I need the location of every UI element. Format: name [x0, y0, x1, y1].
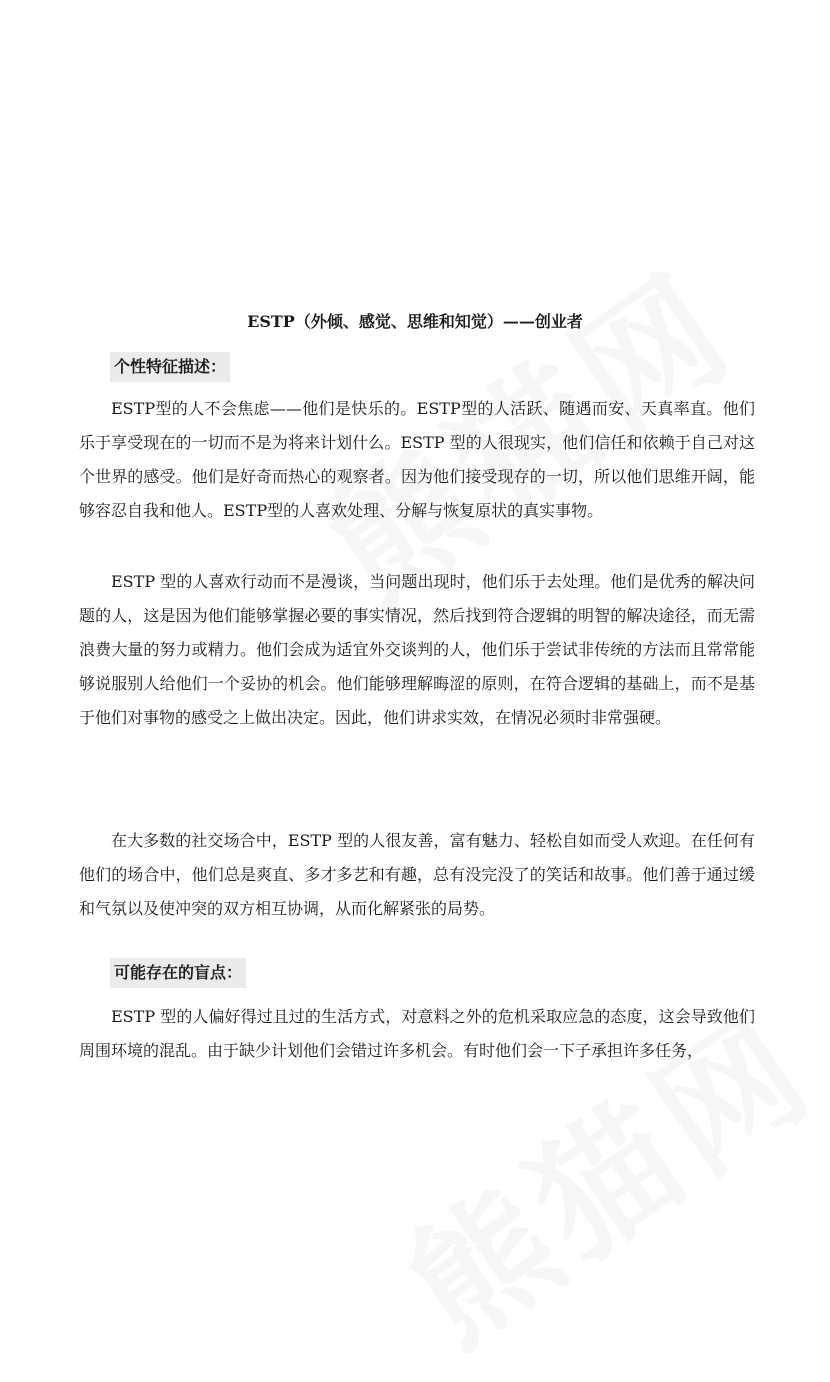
section-heading-blind-spots: 可能存在的盲点：	[110, 958, 246, 988]
paragraph: ESTP型的人不会焦虑——他们是快乐的。ESTP型的人活跃、随遇而安、天真率直。他们乐于享受现在的一切而不是为将来计划什么。ESTP 型的人很现实，他们信任和依赖于自己对这个世界的感受。他们是好奇而热心的观察者。因为他们接受现存的一切，所以他们思维开阔，能够容忍自我和他人。ESTP型的人喜欢处理、分解与恢复原状的真实事物。	[79, 399, 755, 520]
section-heading-personality: 个性特征描述：	[110, 352, 230, 382]
document-title: ESTP（外倾、感觉、思维和知觉）——创业者	[247, 312, 583, 331]
paragraph: ESTP 型的人喜欢行动而不是漫谈，当问题出现时，他们乐于去处理。他们是优秀的解决问题的人，这是因为他们能够掌握必要的事实情况，然后找到符合逻辑的明智的解决途径，而无需浪费大量的努力或精力。他们会成为适宜外交谈判的人，他们乐于尝试非传统的方法而且常常能够说服别人给他们一个妥协的机会。他们能够理解晦涩的原则，在符合逻辑的基础上，而不是基于他们对事物的感受之上做出决定。因此，他们讲求实效，在情况必须时非常强硬。	[79, 572, 755, 727]
paragraph: 在大多数的社交场合中，ESTP 型的人很友善，富有魅力、轻松自如而受人欢迎。在任何有他们的场合中，他们总是爽直、多才多艺和有趣，总有没完没了的笑话和故事。他们善于通过缓和气氛以及使冲突的双方相互协调，从而化解紧张的局势。	[79, 831, 755, 918]
paragraph: ESTP 型的人偏好得过且过的生活方式，对意料之外的危机采取应急的态度，这会导致他们周围环境的混乱。由于缺少计划他们会错过许多机会。有时他们会一下子承担许多任务，	[79, 1007, 755, 1060]
